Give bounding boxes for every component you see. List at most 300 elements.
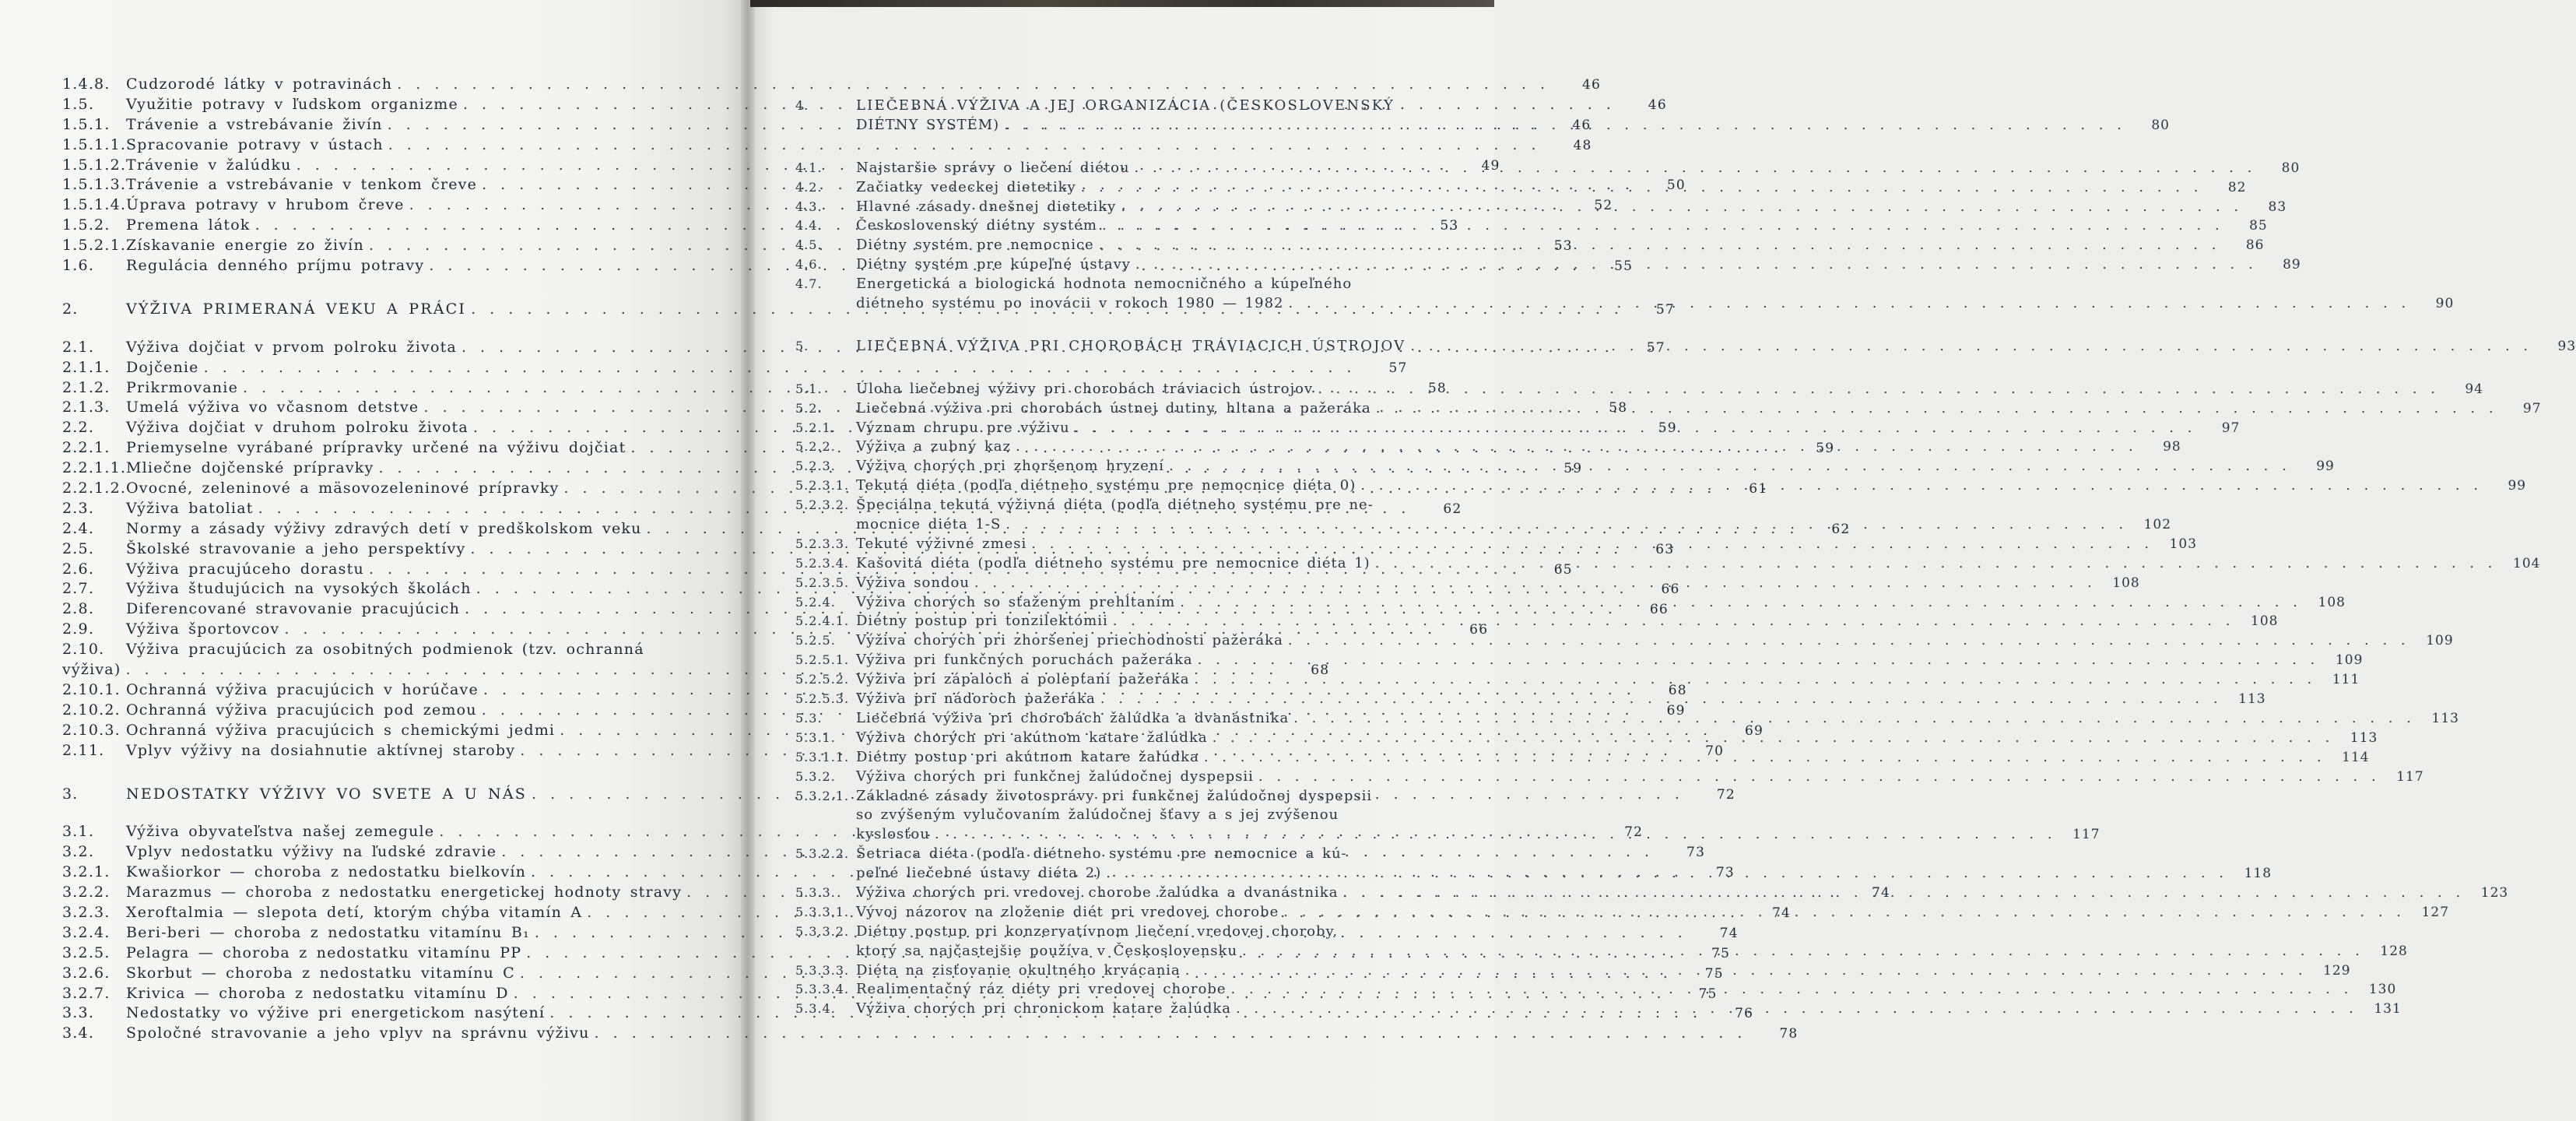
dot-leader	[1289, 294, 2406, 314]
toc-page-number: 90	[2435, 296, 2455, 312]
toc-entry-title: Diéta na zisťovanie okultného krvácania	[856, 961, 1181, 979]
toc-entry-line	[795, 380, 2483, 399]
toc-page-number: 102	[2143, 517, 2172, 533]
dot-leader	[1180, 593, 2297, 613]
toc-entry-number: 2.1.	[62, 338, 95, 356]
toc-entry-title: Vplyv výživy na dosiahnutie aktívnej staroby	[126, 741, 516, 759]
toc-entry-title: Diétny systém pre nemocnice	[856, 237, 1094, 254]
toc-entry-number: 2.2.	[62, 419, 95, 437]
toc-entry-number: 4.2.	[795, 179, 823, 195]
toc-page-number: 104	[2513, 555, 2541, 571]
toc-entry-title: LIEČEBNÁ VÝŽIVA PRI CHOROBÁCH TRÁVIACICH ÚSTROJOV	[856, 337, 1406, 354]
dot-leader	[1242, 942, 2360, 961]
toc-entry-line	[795, 496, 1446, 515]
toc-entry-title: Školské stravovanie a jeho perspektívy	[126, 539, 466, 557]
toc-page-number: 61	[1749, 481, 1768, 497]
toc-entry-title: Diétny postup pri tonzilektómii	[856, 613, 1108, 630]
dot-leader	[1102, 216, 2220, 236]
toc-page-number: 108	[2112, 575, 2140, 591]
dot-leader	[1135, 159, 2252, 178]
toc-entry-number: 2.7.	[62, 580, 95, 598]
toc-entry-number: 5.2.3.	[795, 459, 836, 474]
toc-entry-title: Tekuté výživné zmesi	[856, 535, 1027, 552]
toc-page-number: 117	[2396, 768, 2424, 785]
toc-page-number: 58	[1609, 400, 1628, 416]
toc-entry-number: 2.9.	[62, 620, 95, 638]
dot-leader	[1169, 457, 2286, 476]
dot-leader	[1081, 178, 2199, 198]
toc-entry-title: Šetriaca diéta (podľa diétneho systému pre nemocnice a kú-	[856, 845, 1347, 863]
toc-entry-title: Základné zásady životosprávy pri funkčnej žalúdočnej dyspepsii	[856, 787, 1373, 804]
toc-entry-title: Realimentačný ráz diéty pri vredovej chorobe	[856, 981, 1227, 998]
toc-entry-number: 2.2.1.	[62, 439, 111, 457]
toc-page-number: 127	[2421, 904, 2450, 920]
toc-entry-number: 5.3.3.2.	[795, 923, 850, 939]
toc-entry-number: 1.5.1.3.	[62, 176, 127, 194]
toc-entry-title: LIEČEBNÁ VÝŽIVA A JEJ ORGANIZÁCIA (ČESKOSLOVENSKÝ	[856, 97, 1395, 114]
toc-entry-title: Normy a zásady výživy zdravých detí v predškolskom veku	[126, 519, 642, 537]
toc-page-number: 75	[1704, 965, 1724, 982]
toc-entry-line	[795, 787, 1446, 806]
toc-entry-number: 4.4.	[795, 218, 823, 234]
toc-page-number: 62	[1443, 501, 1462, 517]
toc-page-number: 70	[1705, 743, 1725, 759]
toc-entry-title: Liečebná výživa pri chorobách ústnej dutiny, hltana a pažeráka	[856, 399, 1371, 416]
toc-entry-title: Výživa obyvateľstva našej zemegule	[126, 823, 435, 841]
dot-leader	[1213, 729, 2330, 748]
toc-entry-line	[795, 275, 1446, 294]
toc-entry-title-continued: výživa)	[62, 661, 121, 679]
toc-entry-line	[795, 768, 2424, 787]
toc-entry-number: 3.2.7.	[62, 984, 111, 1002]
dot-leader	[1031, 535, 2149, 554]
toc-entry-title: Marazmus — choroba z nedostatku energetickej hodnoty stravy	[126, 884, 683, 901]
toc-page-number: 68	[1668, 682, 1687, 698]
toc-entry	[62, 135, 1592, 156]
toc-entry-title: Výživa pri funkčných poruchách pažeráka	[856, 652, 1193, 669]
toc-entry-title: Dojčenie	[126, 358, 199, 376]
dot-leader	[1004, 116, 2122, 135]
toc-entry-number: 5.2.5.2.	[795, 672, 850, 687]
toc-entry-number: 5.3.	[795, 710, 823, 726]
toc-entry-line	[62, 135, 1592, 156]
toc-page-number: 99	[2508, 478, 2527, 494]
toc-page-number: 130	[2368, 982, 2397, 998]
toc-entry-line	[795, 845, 1446, 864]
toc-entry-title-continued: diétneho systému po inovácii v rokoch 1980 — 1982	[856, 295, 1284, 312]
toc-page-number: 75	[1698, 986, 1718, 1002]
toc-page-number: 57	[1646, 339, 1665, 356]
toc-entry-number: 1.5.1.1.	[62, 135, 127, 153]
toc-entry	[795, 380, 2483, 399]
toc-page-number: 65	[1553, 561, 1573, 578]
toc-page-number: 109	[2426, 633, 2454, 649]
toc-page-number: 86	[2245, 237, 2265, 254]
toc-entry-number: 2.1.1.	[62, 358, 111, 376]
toc-entry-title: Úprava potravy v hrubom čreve	[126, 196, 405, 214]
toc-entry-title: Energetická a biologická hodnota nemocničného a kúpeľného	[856, 276, 1353, 293]
toc-page-number: 103	[2169, 536, 2198, 552]
toc-entry-title: Výživa chorých pri zhoršenom hryzení	[856, 458, 1165, 475]
dot-leader	[1016, 438, 2133, 457]
toc-entry-number: 2.5.	[62, 539, 95, 557]
toc-entry-line	[62, 1024, 1799, 1044]
toc-entry-number: 1.5.1.	[62, 115, 111, 133]
toc-entry-number: 5.2.1.	[795, 420, 836, 435]
toc-page-number: 73	[1715, 865, 1735, 881]
toc-entry-title: Pelagra — choroba z nedostatku vitamínu PP	[126, 944, 522, 961]
toc-entry	[62, 75, 1602, 95]
dot-leader	[1258, 768, 2376, 787]
dot-leader	[1106, 864, 2223, 884]
toc-page-number: 85	[2249, 218, 2268, 234]
toc-entry-number: 5.2.2.	[795, 439, 836, 455]
toc-entry-title: Diferencované stravovanie pracujúcich	[126, 600, 461, 618]
toc-entry	[62, 1024, 1799, 1044]
toc-entry-title: Skorbut — choroba z nedostatku vitamínu C	[126, 964, 515, 982]
toc-entry-number: 5.3.3.3.	[795, 962, 850, 978]
toc-entry-number: 5.2.5.1.	[795, 652, 850, 668]
toc-entry-number: 5.2.4.1.	[795, 613, 850, 629]
toc-page-number: 66	[1661, 582, 1680, 598]
toc-page-number: 58	[1427, 380, 1447, 396]
toc-entry-number: 3.	[62, 785, 79, 803]
toc-entry-number: 5.3.3.4.	[795, 982, 850, 997]
toc-entry-line	[62, 75, 1602, 95]
toc-entry-title: Výživa chorých pri vredovej chorobe žalúdka a dvanástnika	[856, 884, 1339, 901]
toc-entry-number: 3.2.6.	[62, 964, 111, 982]
toc-entry-title: Cudzorodé látky v potravinách	[126, 76, 393, 93]
toc-entry-title: VÝŽIVA PRIMERANÁ VEKU A PRÁCI	[126, 300, 467, 318]
toc-entry-title: Výživa chorých pri akútnom katare žalúdka	[856, 729, 1208, 746]
toc-entry-title: Ochranná výživa pracujúcich pod zemou	[126, 701, 477, 719]
dot-leader	[1195, 670, 2312, 690]
dot-leader	[1075, 419, 2192, 438]
toc-entry-number: 3.1.	[62, 823, 95, 841]
toc-entry-number: 5.2.3.2.	[795, 497, 850, 513]
toc-entry-line	[62, 358, 1408, 378]
toc-entry-title: Krivica — choroba z nedostatku vitamínu D	[126, 984, 509, 1002]
toc-page-number: 48	[1573, 137, 1592, 153]
toc-entry-title: NEDOSTATKY VÝŽIVY VO SVETE A U NÁS	[126, 785, 528, 803]
toc-entry-number: 1.5.2.	[62, 216, 111, 234]
toc-entry-title: Výživa pracujúcich za osobitných podmienok (tzv. ochranná	[126, 641, 644, 659]
toc-entry-number: 1.6.	[62, 257, 95, 275]
toc-entry-title: Výživa a zubný kaz	[856, 438, 1011, 455]
toc-entry-title-continued: so zvýšeným vylučovaním žalúdočnej šťavy a s jej zvýšenou	[856, 806, 1339, 824]
dot-leader	[1375, 554, 2493, 574]
toc-entry-title: Výživa pracujúceho dorastu	[126, 560, 364, 578]
toc-page-number: 89	[2283, 257, 2301, 273]
toc-entry-number: 2.2.1.1.	[62, 459, 127, 477]
toc-page-number: 69	[1745, 722, 1764, 739]
toc-entry-title: Výživa batoliat	[126, 499, 254, 517]
toc-page-number: 49	[1481, 157, 1500, 174]
toc-entry-number: 2.	[62, 300, 79, 318]
toc-entry-number: 1.4.8.	[62, 76, 111, 93]
toc-page-number: 98	[2163, 439, 2181, 455]
dot-leader	[1113, 612, 2230, 631]
toc-entry-number: 5.3.2.2.	[795, 846, 850, 862]
toc-entry-number: 1.5.1.4.	[62, 196, 127, 214]
toc-entry-title: Regulácia denného príjmu potravy	[126, 257, 425, 275]
toc-entry-title: Vývoj názorov na zloženie diét pri vredovej chorobe	[856, 903, 1279, 920]
toc-entry-title: Najstaršie správy o liečení diétou	[856, 159, 1130, 176]
toc-page-number: 97	[2522, 400, 2542, 416]
toc-entry-title: Umelá výživa vo včasnom detstve	[126, 399, 419, 416]
toc-entry-number: 5.2.5.	[795, 633, 836, 648]
toc-entry-title: Priemyselne vyrábané prípravky určené na výživu dojčiat	[126, 439, 626, 457]
toc-page-number: 94	[2465, 381, 2483, 397]
toc-entry-title: Využitie potravy v ľudskom organizme	[126, 95, 458, 113]
toc-entry-number: 5.3.3.1.	[795, 904, 850, 919]
toc-entry-title: Výživa chorých pri zhoršenej priechodnosti pažeráka	[856, 632, 1283, 649]
toc-entry-number: 4.6.	[795, 257, 823, 272]
toc-page-number: 74	[1719, 925, 1739, 941]
toc-entry-number: 3.2.1.	[62, 863, 111, 881]
toc-entry-number: 5.2.5.3.	[795, 691, 850, 707]
toc-entry-number: 2.11.	[62, 741, 105, 759]
dot-leader	[1376, 399, 2494, 419]
toc-entry-title: Výživa pri nádoroch pažeráka	[856, 691, 1096, 708]
toc-page-number: 131	[2374, 1001, 2402, 1017]
toc-entry-title: Vplyv nedostatku výživy na ľudské zdravie	[126, 843, 497, 861]
toc-entry-number: 2.8.	[62, 600, 95, 618]
toc-entry-title: Trávenie a vstrebávanie živín	[126, 115, 383, 133]
toc-entry-number: 5.2.3.1.	[795, 478, 850, 494]
toc-entry-title: Význam chrupu pre výživu	[856, 419, 1070, 436]
dot-leader	[1099, 236, 2216, 255]
toc-entry-title: Začiatky vedeckej dietetiky	[856, 178, 1076, 195]
toc-page-number: 72	[1624, 824, 1644, 841]
toc-entry-number: 3.3.	[62, 1004, 95, 1022]
toc-entry-number: 4.7.	[795, 276, 823, 292]
toc-entry-title: Výživa sondou	[856, 574, 970, 591]
toc-page-number: 74	[1872, 885, 1891, 901]
toc-page-number: 76	[1735, 1006, 1754, 1022]
dot-leader	[935, 825, 2052, 845]
toc-entry-title: Xeroftalmia — slepota detí, ktorým chýba vitamín A	[126, 903, 583, 921]
toc-entry-number: 5.3.4.	[795, 1001, 836, 1017]
toc-page-number: 46	[1581, 77, 1602, 93]
dot-leader	[1288, 631, 2406, 651]
toc-entry-title: Špeciálna tekutá výživná diéta (podľa diétneho systému pre ne-	[856, 497, 1374, 514]
toc-entry-number: 5.3.2.1.	[795, 788, 850, 803]
toc-entry-number: 5.3.2.	[795, 768, 836, 784]
toc-page-number: 66	[1649, 602, 1669, 618]
toc-entry-number: 3.2.	[62, 843, 95, 861]
toc-entry	[795, 768, 2424, 787]
toc-page-number: 46	[1648, 97, 1667, 113]
toc-page-number: 73	[1686, 845, 1706, 861]
toc-entry-number: 2.6.	[62, 560, 95, 578]
toc-page-number: 93	[2557, 338, 2576, 354]
toc-entry-title: Premena látok	[126, 216, 251, 234]
toc-entry-title-continued: mocnice diéta 1-S	[856, 516, 1002, 533]
toc-page-number: 78	[1779, 1026, 1799, 1042]
toc-page-number: 68	[1311, 662, 1330, 679]
toc-entry-title: Ovocné, zeleninové a mäsovozeleninové prípravky	[126, 480, 560, 497]
toc-entry-line	[795, 97, 1446, 116]
toc-entry-title: Výživa pri zápaloch a poleptaní pažeráka	[856, 671, 1190, 688]
toc-entry	[795, 651, 2364, 670]
toc-entry-title-continued: DIÉTNY SYSTÉM)	[856, 116, 1000, 133]
toc-entry-title: Československý diétny systém	[856, 217, 1097, 234]
toc-entry-number: 4.5.	[795, 237, 823, 253]
toc-entry-number: 1.5.2.1.	[62, 237, 127, 255]
toc-entry-number: 5.2.4.	[795, 594, 836, 610]
toc-entry-number: 4.	[795, 98, 809, 113]
toc-page-number: 53	[1553, 238, 1573, 255]
toc-entry-number: 2.4.	[62, 519, 95, 537]
toc-page-number: 82	[2227, 179, 2247, 195]
dot-leader	[1342, 884, 2460, 903]
toc-entry-title: Kwašiorkor — choroba z nedostatku bielkovín	[126, 863, 527, 881]
dot-leader	[974, 574, 2092, 593]
toc-entry-number: 5.2.	[795, 400, 823, 416]
toc-entry-title: Diétny postup pri akútnom katare žalúdka	[856, 748, 1199, 765]
toc-page-number: 55	[1614, 258, 1634, 275]
toc-entry-title: Úloha liečebnej výživy pri chorobách tráviacich ústrojov	[856, 380, 1314, 397]
dot-leader	[1135, 255, 2253, 275]
dot-leader	[1283, 903, 2401, 922]
dot-leader	[1236, 1000, 2353, 1019]
toc-page-number: 72	[1716, 786, 1735, 803]
toc-entry-number: 4.3.	[795, 199, 823, 214]
toc-page-number: 59	[1563, 461, 1583, 477]
toc-page-number: 80	[2151, 117, 2170, 133]
toc-page-number: 97	[2221, 420, 2241, 436]
toc-page-number: 118	[2244, 866, 2272, 882]
toc-page-number: 108	[2251, 613, 2279, 630]
toc-page-number: 46	[1572, 117, 1592, 133]
toc-page-number: 108	[2318, 594, 2346, 610]
toc-entry-title: Trávenie a vstrebávanie v tenkom čreve	[126, 176, 478, 194]
toc-entry-title: Ochranná výživa pracujúcich v horúčave	[126, 680, 479, 698]
dot-leader	[397, 75, 1545, 95]
toc-entry-number: 1.5.	[62, 95, 95, 113]
toc-entry-title: Beri-beri — choroba z nedostatku vitamínu B₁	[126, 923, 530, 941]
toc-entry-title: Spracovanie potravy v ústach	[126, 135, 384, 153]
toc-entry-title: Výživa dojčiat v prvom polroku života	[126, 338, 457, 356]
toc-page-number: 83	[2268, 199, 2287, 215]
toc-page-number: 63	[1655, 541, 1675, 557]
toc-entry-number: 2.1.3.	[62, 399, 111, 416]
toc-entry-title: Výživa študujúcich na vysokých školách	[126, 580, 472, 598]
toc-page-number: 66	[1469, 622, 1489, 638]
toc-page-number: 57	[1655, 301, 1675, 318]
dot-leader	[595, 1024, 1742, 1044]
toc-entry-number: 2.2.1.2.	[62, 480, 127, 497]
toc-entry-line	[62, 640, 732, 660]
toc-entry-number: 5.1.	[795, 381, 823, 396]
toc-entry-title: Nedostatky vo výžive pri energetickom nasýtení	[126, 1004, 546, 1022]
toc-entry-number: 5.2.3.3.	[795, 536, 850, 551]
toc-entry-number: 3.2.3.	[62, 903, 111, 921]
toc-entry-number: 4.1.	[795, 160, 823, 175]
toc-entry-line	[795, 631, 2454, 651]
toc-entry-number: 3.4.	[62, 1024, 95, 1042]
toc-entry-title: Prikrmovanie	[126, 378, 239, 396]
toc-entry-title: Diétny systém pre kúpeľné ústavy	[856, 256, 1131, 273]
dot-leader	[1121, 198, 2238, 217]
toc-page-number: 113	[2431, 710, 2459, 726]
toc-page-number: 74	[1772, 905, 1792, 921]
toc-page-number: 128	[2380, 943, 2408, 959]
dot-leader	[1410, 337, 2528, 357]
toc-entry-number: 5.3.3.	[795, 884, 836, 900]
toc-entry-title: Výživa chorých pri chronickom katare žalúdka	[856, 1000, 1231, 1017]
toc-entry	[795, 631, 2454, 651]
toc-entry-title-continued: peľné liečebné ústavy diéta 2)	[856, 865, 1102, 882]
toc-entry-number: 2.3.	[62, 499, 95, 517]
dot-leader	[1005, 515, 2123, 535]
toc-entry-title: Spoločné stravovanie a jeho vplyv na správnu výživu	[126, 1024, 590, 1042]
toc-entry-line	[795, 651, 2364, 670]
toc-entry-title: Trávenie v žalúdku	[126, 156, 292, 174]
toc-entry-title: Mliečne dojčenské prípravky	[126, 459, 374, 477]
toc-entry-number: 2.10.2.	[62, 701, 121, 719]
toc-entry-number: 2.1.2.	[62, 378, 111, 396]
dot-leader	[1204, 748, 2322, 768]
dot-leader	[1198, 651, 2315, 670]
toc-entry-title: Výživa športovcov	[126, 620, 280, 638]
dot-leader	[1100, 690, 2218, 709]
toc-page-number: 111	[2332, 672, 2360, 688]
toc-entry-title: Diétny postup pri konzervatívnom liečení vredovej choroby,	[856, 922, 1339, 940]
toc-page-number: 114	[2342, 749, 2370, 765]
toc-entry-continuation	[795, 806, 1446, 825]
toc-page-number: 75	[1711, 945, 1731, 961]
toc-entry	[62, 358, 1408, 378]
dot-leader	[1360, 476, 2478, 496]
toc-entry-line	[795, 922, 1446, 942]
toc-page-number: 80	[2281, 160, 2301, 176]
toc-page-number: 113	[2350, 729, 2378, 746]
toc-entry-title-continued: ktorý sa najčastejšie používa v Československu	[856, 942, 1238, 959]
toc-page-number: 62	[1831, 521, 1851, 537]
toc-entry-number: 3.2.4.	[62, 923, 111, 941]
toc-page-number: 99	[2316, 459, 2335, 475]
toc-page-number: 59	[1658, 420, 1677, 437]
toc-page-number: 52	[1594, 198, 1613, 214]
toc-entry-title: Liečebná výživa pri chorobách žalúdka a dvanástnika	[856, 709, 1290, 726]
toc-entry-number: 5.3.1.1.	[795, 749, 850, 764]
toc-entry-number: 5.2.3.4.	[795, 555, 850, 571]
toc-entry-title: Kašovitá diéta (podľa diétneho systému pre nemocnice diéta 1)	[856, 554, 1370, 571]
toc-entry-title: Tekutá diéta (podľa diétneho systému pre nemocnice diéta 0)	[856, 477, 1356, 494]
toc-entry-number: 2.10.	[62, 641, 105, 659]
toc-entry-title: Ochranná výživa pracujúcich s chemickými jedmi	[126, 721, 556, 739]
toc-entry-title: Výživa dojčiat v druhom polroku života	[126, 419, 469, 437]
toc-page-number: 117	[2072, 827, 2100, 843]
toc-entry-number: 5.	[795, 338, 809, 353]
dot-leader	[1185, 961, 2303, 981]
toc-page-number: 69	[1666, 702, 1686, 719]
dot-leader	[1293, 709, 2411, 729]
toc-entry-number: 5.3.1.	[795, 729, 836, 745]
toc-entry-title: Hlavné zásady dnešnej dietetiky	[856, 198, 1117, 215]
dot-leader	[1231, 980, 2349, 1000]
toc-page-number: 50	[1666, 177, 1686, 194]
toc-page-number: 113	[2238, 691, 2266, 708]
toc-entry-title: Získavanie energie zo živín	[126, 237, 364, 255]
toc-entry-number: 2.10.1.	[62, 680, 121, 698]
toc-page-number: 129	[2323, 962, 2351, 979]
toc-entry-title-continued: kyslosťou	[856, 826, 930, 843]
toc-entry-number: 2.10.3.	[62, 721, 121, 739]
toc-page-number: 59	[1816, 441, 1835, 457]
